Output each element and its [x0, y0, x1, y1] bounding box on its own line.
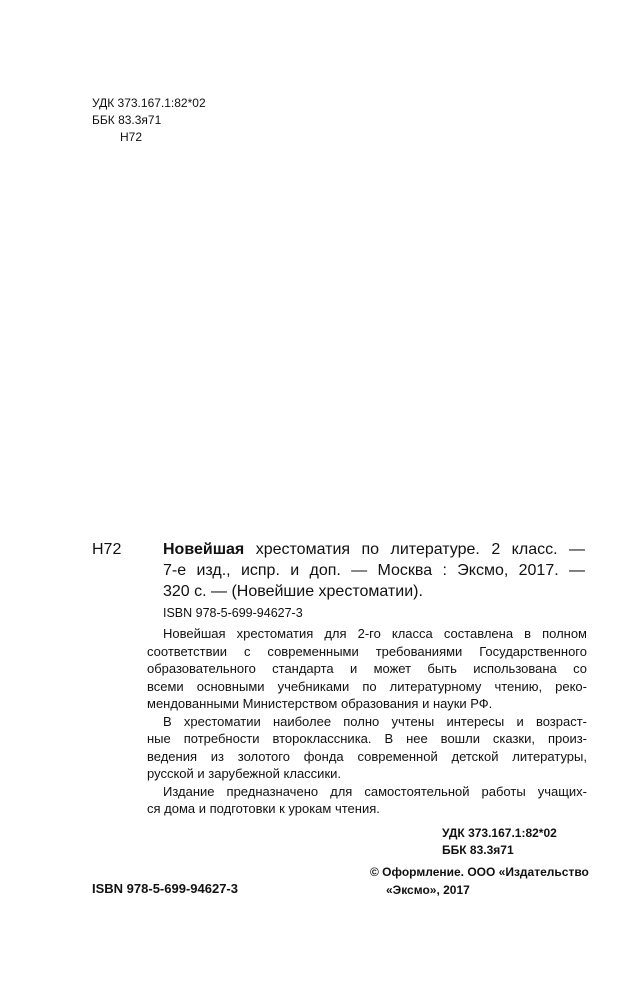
annotation-line: соответствии с современными требованиями Государственного — [147, 643, 587, 659]
author-mark: Н72 — [120, 130, 143, 144]
annotation-line: ведения из золотого фонда современной детской литературы, — [147, 748, 587, 764]
bbk-code: ББК 83.3я71 — [442, 843, 514, 857]
annotation-line: ся дома и подготовки к урокам чтения. — [147, 801, 380, 816]
entry-title-rest: хрестоматия по литературе. 2 класс. — — [255, 541, 586, 558]
annotation-line: Новейшая хрестоматия для 2-го класса составлена в полном — [163, 626, 587, 641]
copyright-line-1: © Оформление. ООО «Издательство — [370, 865, 589, 879]
copyright — [370, 863, 589, 899]
annotation-line: Издание предназначено для самостоятельной работы учащих- — [163, 783, 587, 799]
annotation-line: В хрестоматии наиболее полно учтены интересы и возраст- — [163, 713, 587, 729]
bottom-classification — [442, 825, 557, 859]
entry-title-bold: Новейшая — [163, 541, 245, 558]
top-classification — [92, 96, 206, 147]
annotation-line: всеми основными учебниками по литературному чтению, реко- — [147, 678, 587, 694]
bibliographic-entry — [163, 539, 585, 602]
annotation-line: мендованными Министерством образования и науки РФ. — [147, 696, 493, 711]
copyright-line-2: «Эксмо», 2017 — [386, 883, 470, 897]
bbk-code: ББК 83.3я71 — [92, 113, 162, 127]
udk-code: УДК 373.167.1:82*02 — [92, 96, 206, 110]
entry-line-3: 320 с. — (Новейшие хрестоматии). — [163, 583, 423, 600]
udk-code: УДК 373.167.1:82*02 — [442, 826, 557, 840]
annotation-line: русской и зарубежной классики. — [147, 766, 342, 781]
entry-isbn: ISBN 978-5-699-94627-3 — [163, 606, 303, 620]
annotation-line: образовательного стандарта и может быть использована со — [147, 661, 587, 676]
annotation-line: ные потребности второклассника. В нее вошли сказки, произ- — [147, 731, 587, 746]
entry-author-mark: Н72 — [92, 541, 122, 558]
entry-line-1 — [163, 539, 585, 560]
annotation — [147, 625, 587, 818]
footer-isbn: ISBN 978-5-699-94627-3 — [92, 881, 238, 896]
entry-line-2: 7-е изд., испр. и доп. — Москва : Эксмо, 2017. — — [163, 562, 585, 579]
